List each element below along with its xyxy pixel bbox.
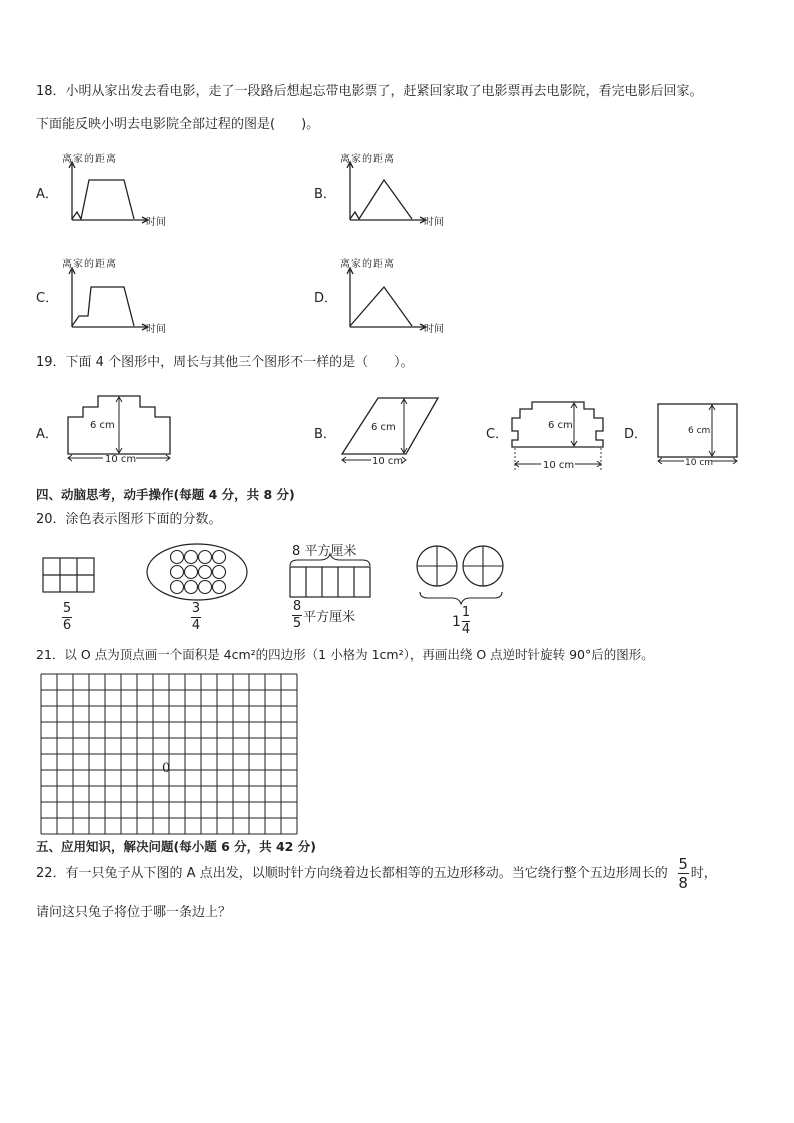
- q19-c-width-label: 10 cm: [543, 460, 575, 471]
- q18-option-b-label[interactable]: B．: [314, 187, 336, 202]
- q20-frac4-num: 1: [461, 605, 471, 620]
- q18-a-y-label: 离家的距离: [62, 154, 117, 165]
- q18-option-c-label[interactable]: C．: [36, 291, 59, 306]
- q20-area-label: 8 平方厘米: [292, 544, 357, 559]
- q19-c-height-label: 6 cm: [548, 420, 573, 431]
- q22-text-line2: 请问这只兔子将位于哪一条边上？: [36, 905, 232, 920]
- q19-a-width-label: 10 cm: [105, 454, 137, 465]
- q21-point-o-label: 0: [162, 761, 171, 776]
- q18-text-line2: 下面能反映小明去电影院全部过程的图是( )。: [36, 117, 320, 132]
- q21-text: 21．以 O 点为顶点画一个面积是 4cm²的四边形（1 小格为 1cm²），再画出绕 O 点逆时针旋转 90°后的图形。: [36, 647, 654, 662]
- q19-d-height-label: 6 cm: [688, 426, 711, 436]
- q22-text-line1: [36, 856, 717, 891]
- q18-c-x-label: 时间: [146, 324, 166, 335]
- q19-option-c-label[interactable]: C．: [486, 427, 509, 442]
- q19-b-height-label: 6 cm: [371, 422, 396, 433]
- q20-text: 20．涂色表示图形下面的分数。: [36, 512, 222, 527]
- section-4-title: 四、动脑思考，动手操作(每题 4 分，共 8 分): [36, 487, 295, 502]
- q19-option-a-label[interactable]: A．: [36, 427, 58, 442]
- q20-frac2-num: 3: [191, 601, 201, 616]
- q18-c-y-label: 离家的距离: [62, 259, 117, 270]
- q22-fraction-five-eighths: [678, 856, 689, 891]
- q20-frac1-den: 6: [62, 618, 72, 633]
- q18-d-x-label: 时间: [424, 324, 444, 335]
- q22-text-before: 22．有一只兔子从下图的 A 点出发，以顺时针方向绕着边长都相等的五边形移动。当它绕行整个五边形周长的: [36, 865, 668, 881]
- q20-frac2-den: 4: [191, 618, 201, 633]
- q18-option-d-label[interactable]: D．: [314, 291, 338, 306]
- q20-frac3-num: 8: [292, 599, 302, 614]
- q22-text-after: 时，: [690, 865, 717, 881]
- q20-frac1-num: 5: [62, 601, 72, 616]
- q19-b-width-label: 10 cm: [372, 456, 404, 467]
- q22-frac-den: 8: [678, 874, 688, 892]
- q19-option-b-label[interactable]: B．: [314, 427, 336, 442]
- q18-d-y-label: 离家的距离: [340, 259, 395, 270]
- q20-frac3-den: 5: [292, 616, 302, 631]
- q20-frac4-whole: 1: [452, 613, 461, 630]
- q18-option-a-label[interactable]: A．: [36, 187, 58, 202]
- q19-option-d-label[interactable]: D．: [624, 427, 648, 442]
- q18-text-line1: 18．小明从家出发去看电影，走了一段路后想起忘带电影票了，赶紧回家取了电影票再去电影院，看完电影后回家。: [36, 84, 703, 99]
- q19-a-height-label: 6 cm: [90, 420, 115, 431]
- q18-b-x-label: 时间: [424, 217, 444, 228]
- section-5-title: 五、应用知识，解决问题(每小题 6 分，共 42 分): [36, 839, 316, 854]
- q19-text: 19．下面 4 个图形中，周长与其他三个图形不一样的是（ ）。: [36, 355, 414, 370]
- q20-frac4-den: 4: [461, 622, 471, 637]
- q20-frac3-unit: 平方厘米: [303, 610, 356, 625]
- q18-a-x-label: 时间: [146, 217, 166, 228]
- q22-frac-num: 5: [678, 855, 688, 873]
- q19-d-width-label: 10 cm: [685, 458, 714, 468]
- q18-b-y-label: 离家的距离: [340, 154, 395, 165]
